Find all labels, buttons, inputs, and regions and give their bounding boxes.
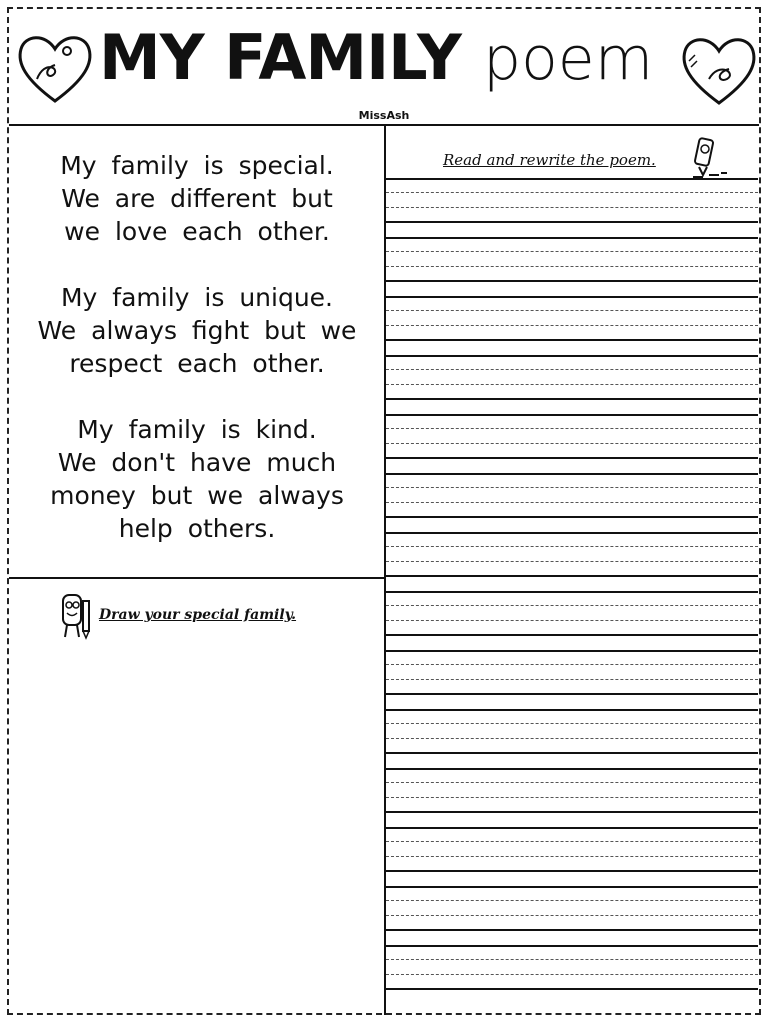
- dashed-guideline: [386, 856, 758, 857]
- heart-swirl-icon: [15, 29, 95, 107]
- dashed-guideline: [386, 959, 758, 960]
- dashed-guideline: [386, 679, 758, 680]
- solid-guideline: [386, 752, 758, 754]
- dashed-guideline: [386, 974, 758, 975]
- poem-line: respect each other.: [69, 349, 325, 378]
- poem-line: My family is special.: [60, 151, 334, 180]
- dashed-guideline: [386, 502, 758, 503]
- solid-guideline: [386, 634, 758, 636]
- writing-line-set: [386, 709, 758, 754]
- rewrite-instruction: Read and rewrite the poem.: [443, 151, 656, 169]
- solid-guideline: [386, 280, 758, 282]
- writing-line-set: [386, 296, 758, 341]
- dashed-guideline: [386, 384, 758, 385]
- writing-line-set: [386, 237, 758, 282]
- dashed-guideline: [386, 605, 758, 606]
- poem-line: help others.: [118, 514, 276, 543]
- dashed-guideline: [386, 487, 758, 488]
- title-sub: poem: [483, 24, 654, 94]
- poem-line: My family is unique.: [60, 283, 333, 312]
- writing-line-set: [386, 591, 758, 636]
- dashed-guideline: [386, 310, 758, 311]
- solid-guideline: [386, 339, 758, 341]
- solid-guideline: [386, 473, 758, 475]
- dashed-guideline: [386, 900, 758, 901]
- solid-guideline: [386, 296, 758, 298]
- writing-line-set: [386, 886, 758, 931]
- poem-line: We don't have much: [57, 448, 337, 477]
- dashed-guideline: [386, 443, 758, 444]
- solid-guideline: [386, 827, 758, 829]
- solid-guideline: [386, 237, 758, 239]
- poem-line: We are different but: [61, 184, 333, 213]
- solid-guideline: [386, 886, 758, 888]
- solid-guideline: [386, 575, 758, 577]
- dashed-guideline: [386, 620, 758, 621]
- dashed-guideline: [386, 266, 758, 267]
- writing-line-set: [386, 355, 758, 400]
- dashed-guideline: [386, 841, 758, 842]
- writing-line-set: [386, 473, 758, 518]
- poem-stanza: [9, 281, 385, 380]
- dashed-guideline: [386, 561, 758, 562]
- solid-guideline: [386, 709, 758, 711]
- writing-line-set: [386, 178, 758, 223]
- poem-stanza: [9, 413, 385, 545]
- draw-instruction: Draw your special family.: [99, 607, 297, 623]
- writing-line-set: [386, 532, 758, 577]
- dashed-guideline: [386, 664, 758, 665]
- dashed-guideline: [386, 738, 758, 739]
- solid-guideline: [386, 870, 758, 872]
- header: [9, 9, 759, 125]
- solid-guideline: [386, 945, 758, 947]
- solid-guideline: [386, 532, 758, 534]
- dashed-guideline: [386, 207, 758, 208]
- solid-guideline: [386, 693, 758, 695]
- solid-guideline: [386, 768, 758, 770]
- poem-text: [9, 149, 385, 578]
- dashed-guideline: [386, 369, 758, 370]
- writing-line-set: [386, 945, 758, 990]
- solid-guideline: [386, 988, 758, 990]
- dashed-guideline: [386, 251, 758, 252]
- poem-line: money but we always: [50, 481, 344, 510]
- solid-guideline: [386, 398, 758, 400]
- solid-guideline: [386, 811, 758, 813]
- solid-guideline: [386, 516, 758, 518]
- dashed-guideline: [386, 325, 758, 326]
- writing-lines: [386, 178, 758, 1012]
- kid-pencil-icon: [55, 591, 95, 641]
- poem-stanza: [9, 149, 385, 248]
- pencil-icon: [689, 137, 729, 181]
- poem-line: We always fight but we: [37, 316, 357, 345]
- solid-guideline: [386, 650, 758, 652]
- solid-guideline: [386, 591, 758, 593]
- solid-guideline: [386, 178, 758, 180]
- dashed-guideline: [386, 797, 758, 798]
- poem-line: My family is kind.: [77, 415, 317, 444]
- dashed-guideline: [386, 192, 758, 193]
- title-main: MY FAMILY: [99, 21, 461, 94]
- dashed-guideline: [386, 546, 758, 547]
- poem-line: we love each other.: [64, 217, 330, 246]
- solid-guideline: [386, 929, 758, 931]
- dashed-guideline: [386, 782, 758, 783]
- solid-guideline: [386, 457, 758, 459]
- dashed-guideline: [386, 723, 758, 724]
- author-credit: MissAsh: [358, 109, 410, 122]
- writing-line-set: [386, 768, 758, 813]
- writing-line-set: [386, 650, 758, 695]
- heart-swirl-icon: [679, 31, 759, 109]
- writing-line-set: [386, 827, 758, 872]
- solid-guideline: [386, 355, 758, 357]
- writing-line-set: [386, 414, 758, 459]
- solid-guideline: [386, 221, 758, 223]
- dashed-guideline: [386, 915, 758, 916]
- solid-guideline: [386, 414, 758, 416]
- dashed-guideline: [386, 428, 758, 429]
